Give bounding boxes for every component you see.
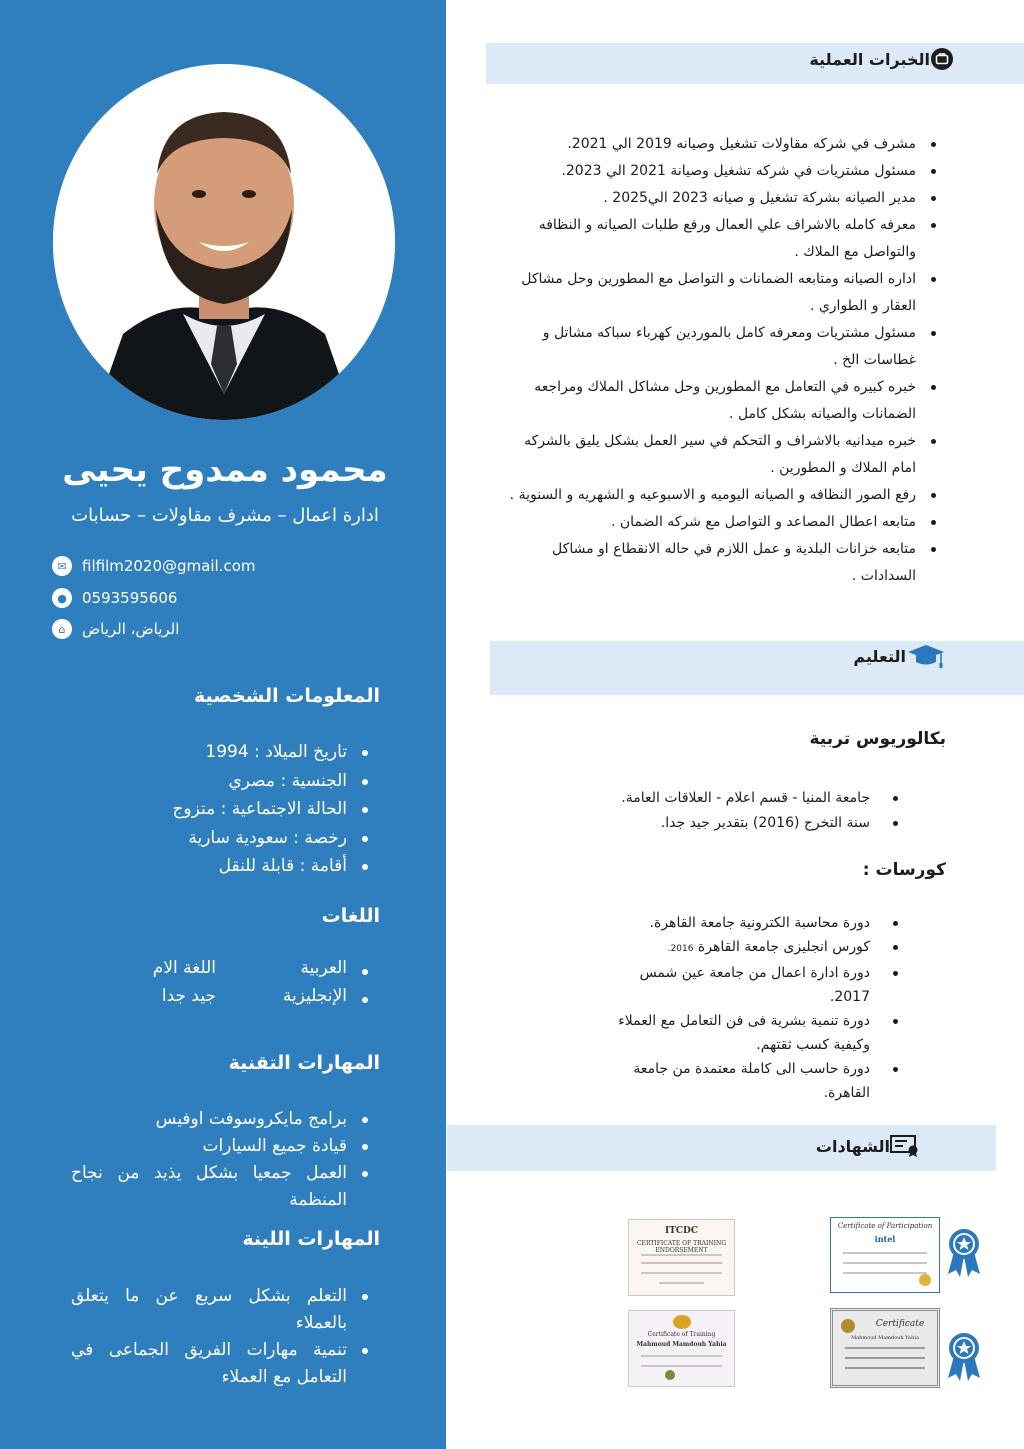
list-item: متابعه خزانات البلدية و عمل اللازم في حاله الانقطاع او مشاكل السدادات . xyxy=(498,536,916,590)
list-item: متابعه اعطال المصاعد و التواصل مع شركه الضمان . xyxy=(498,509,916,536)
list-item: رفع الصور النظافه و الصيانه اليوميه و الاسبوعيه و الشهريه و السنوية . xyxy=(498,482,916,509)
text-line xyxy=(659,1282,704,1284)
award-ribbon-icon xyxy=(944,1226,984,1278)
contact-address xyxy=(52,617,179,641)
soft-skills-list xyxy=(71,1283,371,1391)
profile-name: محمود ممدوح يحيى xyxy=(62,450,388,490)
text-line xyxy=(641,1355,722,1357)
certificate-image[interactable] xyxy=(830,1217,940,1293)
list-item: التعلم بشكل سريع عن ما يتعلق بالعملاء xyxy=(71,1283,371,1337)
certificate-title: Certificate of Participation xyxy=(837,1222,933,1230)
certificate-title: Certificate xyxy=(875,1319,925,1329)
list-item: خبره كبيره في التعامل مع المطورين وحل مشاكل الملاك ومراجعه الضمانات والصيانه بشكل كامل . xyxy=(498,374,916,428)
home-icon: ⌂ xyxy=(52,619,72,639)
profile-title: ادارة اعمال – مشرف مقاولات – حسابات xyxy=(71,505,379,526)
medal-emblem xyxy=(673,1315,691,1329)
list-item: تنمية مهارات الفريق الجماعى في التعامل مع العملاء xyxy=(71,1337,371,1391)
certificate-subtitle: Mahmoud Mamdouh Yahia xyxy=(636,1341,727,1348)
address-text: الرياض، الرياض xyxy=(82,620,180,638)
course-text: دورة محاسبة الكترونية جامعة القاهرة. xyxy=(649,915,870,931)
certificate-image[interactable] xyxy=(628,1310,735,1387)
language-name: الإنجليزية xyxy=(282,986,347,1006)
text-line xyxy=(845,1357,925,1359)
education-heading: التعليم xyxy=(853,646,906,666)
certificates-heading-row xyxy=(816,1134,932,1158)
person-portrait xyxy=(53,64,395,420)
personal-heading: المعلومات الشخصية xyxy=(193,685,380,707)
list-item: تاريخ الميلاد : 1994 xyxy=(172,738,371,767)
technical-skills-list xyxy=(71,1106,371,1214)
graduation-cap-icon xyxy=(906,642,946,670)
list-item: مشرف في شركه مقاولات تشغيل وصيانه 2019 الي 2021. xyxy=(498,131,916,158)
bullet xyxy=(362,969,368,975)
language-level: اللغة الام xyxy=(152,958,216,978)
certificate-image[interactable] xyxy=(628,1219,735,1296)
email-text: filfilm2020@gmail.com xyxy=(82,557,256,575)
text-line xyxy=(641,1272,722,1274)
course-text: دورة تنمية بشرية فى فن التعامل مع العملاء وكيفية كسب ثقتهم. xyxy=(618,1013,870,1053)
text-line xyxy=(843,1272,927,1274)
certificate-subtitle: intel xyxy=(874,1234,896,1244)
language-row xyxy=(71,986,371,1014)
contact-phone[interactable] xyxy=(52,586,177,610)
list-item: الحالة الاجتماعية : متزوج xyxy=(172,795,371,824)
list-item: مدير الصيانه بشركة تشغيل و صيانه 2023 الي2025 . xyxy=(498,185,916,212)
profile-photo xyxy=(53,64,395,420)
language-row xyxy=(71,958,371,986)
mail-icon: ✉ xyxy=(52,556,72,576)
briefcase-icon xyxy=(930,47,954,71)
degree-list xyxy=(600,786,870,836)
list-item xyxy=(600,961,870,1009)
list-item: برامج مايكروسوفت اوفيس xyxy=(71,1106,371,1133)
award-ribbon-icon xyxy=(944,1330,984,1382)
text-line xyxy=(641,1254,722,1256)
text-line xyxy=(845,1367,925,1369)
text-line xyxy=(843,1262,927,1264)
list-item: معرفه كامله بالاشراف علي العمال ورفع طلبات الصيانه و النظافه والتواصل مع الملاك . xyxy=(498,212,916,266)
list-item: الجنسية : مصري xyxy=(172,767,371,796)
list-item xyxy=(600,1057,870,1105)
list-item: اداره الصيانه ومتابعه الضمانات و التواصل مع المطورين وحل مشاكل العقار و الطواري . xyxy=(498,266,916,320)
languages-heading: اللغات xyxy=(321,905,380,927)
list-item: خبره ميدانيه بالاشراف و التحكم في سير العمل بشكل يليق بالشركه امام الملاك و المطورين . xyxy=(498,428,916,482)
contact-email[interactable] xyxy=(52,554,255,578)
course-text: دورة حاسب الى كاملة معتمدة من جامعة القاهرة. xyxy=(633,1061,870,1101)
text-line xyxy=(845,1347,925,1349)
degree-title: بكالوريوس تربية xyxy=(809,729,946,749)
list-item xyxy=(600,911,870,935)
language-name: العربية xyxy=(300,958,347,978)
course-text: دورة ادارة اعمال من جامعة عين شمس 2017. xyxy=(639,965,870,1005)
bullet xyxy=(362,997,368,1003)
courses-list xyxy=(600,911,870,1105)
certificate-subtitle: CERTIFICATE OF TRAINING ENDORSEMENT xyxy=(636,1240,727,1254)
soft-skills-heading: المهارات اللينة xyxy=(242,1228,380,1250)
list-item: رخصة : سعودية سارية xyxy=(172,824,371,853)
course-text: كورس انجليزى جامعة القاهرة xyxy=(697,939,870,955)
education-heading-row xyxy=(853,642,958,670)
seal xyxy=(665,1370,675,1380)
list-item: العمل جمعيا بشكل يذيد من نجاح المنظمة xyxy=(71,1160,371,1214)
text-line xyxy=(843,1252,927,1254)
list-item: أقامة : قابلة للنقل xyxy=(172,852,371,881)
phone-text: 0593595606 xyxy=(82,589,178,607)
certificate-icon xyxy=(890,1134,920,1158)
experience-heading: الخبرات العملية xyxy=(809,49,930,69)
experience-list xyxy=(498,131,916,590)
course-year: 2016. xyxy=(667,944,694,954)
list-item: جامعة المنيا - قسم اعلام - العلاقات العامة. xyxy=(600,786,870,811)
certificates-heading: الشهادات xyxy=(815,1136,890,1156)
certificate-title: ITCDC xyxy=(664,1226,699,1236)
list-item: مسئول مشتريات ومعرفه كامل بالموردين كهرباء سباكه مشاتل و غطاسات الخ . xyxy=(498,320,916,374)
certificate-title: Certificate of Training xyxy=(647,1331,716,1338)
seal xyxy=(919,1274,931,1286)
certificate-image[interactable] xyxy=(830,1308,940,1388)
seal xyxy=(841,1319,855,1333)
list-item xyxy=(600,1009,870,1057)
experience-heading-row xyxy=(809,47,966,71)
personal-list xyxy=(172,738,371,881)
list-item: سنة التخرج (2016) بتقدير جيد جدا. xyxy=(600,811,870,836)
text-line xyxy=(641,1365,722,1367)
courses-title: كورسات : xyxy=(862,860,946,880)
list-item: قيادة جميع السيارات xyxy=(71,1133,371,1160)
text-line xyxy=(641,1262,722,1264)
technical-skills-heading: المهارات التقنية xyxy=(228,1052,380,1074)
list-item: مسئول مشتريات في شركه تشغيل وصيانة 2021 الي 2023. xyxy=(498,158,916,185)
list-item xyxy=(600,935,870,961)
user-icon: ● xyxy=(52,588,72,608)
language-level: جيد جدا xyxy=(161,986,216,1006)
sidebar xyxy=(0,0,446,1449)
certificate-subtitle: Mahmoud Mamdouh Yahia xyxy=(851,1335,919,1341)
